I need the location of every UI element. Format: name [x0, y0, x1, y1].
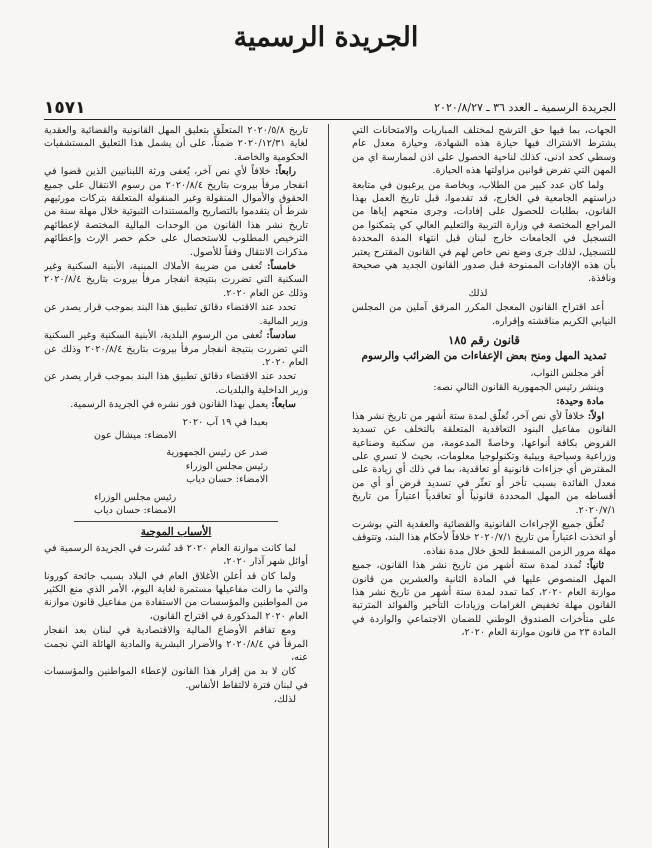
header-divider [44, 119, 616, 120]
reasons-paragraph: ولما كان قد أعلن الأغلاق العام في البلاد بسبب جائحة كورونا والتي ما زالت مفاعيلها مستمرة لغاية اليوم، الأمر الذي منع الكثير من المواطنين والمؤسسات من الاستفادة من مفاعيل قانون موازنة العام ٢٠٢٠ المذكورة في اقتراح القانون، [44, 570, 308, 622]
reasons-heading: الأسباب الموجبة [140, 526, 212, 539]
pm-title-2: رئيس مجلس الوزراء [94, 491, 177, 503]
pm-block-2 [44, 491, 308, 518]
page-number: ١٥٧١ [44, 98, 86, 118]
pm-signature: الامضاء: حسان دياب [186, 474, 268, 486]
clause-text: تُعفى من الرسوم البلدية، الأبنية السكنية وغير السكنية التي تضررت بنتيجة انفجار مرفأ بيروت بتاريخ ٢٠٢٠/٨/٤ وذلك عن العام ٢٠٢٠. [44, 330, 308, 368]
newspaper-masthead: الجريدة الرسمية [233, 22, 419, 53]
clause-label: خامساً: [266, 261, 296, 273]
clause-text: يعمل بهذا القانون فور نشره في الجريدة الرسمية. [70, 399, 269, 411]
clause-sixth [44, 329, 308, 369]
paragraph: تحدد عند الاقتضاء دقائق تطبيق هذا البند بموجب قرار يصدر عن وزير المالية. [44, 302, 308, 327]
signature-block [44, 416, 308, 443]
left-column [44, 124, 308, 848]
clause-label: ثانياً: [586, 560, 604, 572]
paragraph: تحدد عند الاقتضاء دقائق تطبيق هذا البند بموجب قرار يصدر عن وزير الداخلية والبلديات. [44, 371, 308, 396]
paragraph: تُعلّق جميع الإجراءات القانونية والقضائية والعقدية التي بوشرت أو اتخذت اعتباراً من تاريخ ٢٠٢٠/٧/١ خلافاً لأحكام هذا البند، وتتوقف مهلة مرور الزمن المسقط للحق خلال مدة نفاذه. [352, 518, 616, 557]
promulgation-line: وينشر رئيس الجمهورية القانون التالي نصه: [433, 381, 604, 393]
single-article-heading: مادة وحيدة: [556, 396, 604, 408]
reasons-paragraph: كان لا بد من إقرار هذا القانون لإعطاء المواطنين والمؤسسات في لبنان فترة لالتقاط الأنفاس. [44, 666, 308, 691]
clause-text: خلافاً لأي نص آخر، تُعلّق لمدة ستة أشهر من تاريخ نشر هذا القانون مفاعيل البنود التعاقدية المتعلقة بالتخلف عن تسديد القروض بكافة أنواعها، وخاصةً المدعومة، من سكنية وصناعية وزراعية وسياحية وبيئية وتكنولوجيا معلومات، بحيث لا تسري على المقترض أي جزاءات قانونية أو تعاقدية، بما في ذلك أي زيادة على معدل الفائدة بسبب تأخر أو تعثّر في تسديد قرض أو أي من أقساطه من المهل المحددة قانونياً أو تعاقدياً اعتباراً من تاريخ ٢٠٢٠/٧/١. [352, 410, 616, 516]
clause-text: خلافاً لأي نص آخر، يُعفى ورثة اللبنانيين الذين قضوا في انفجار مرفأ بيروت بتاريخ ٢٠٢٠/٨/٤ من رسوم الانتقال على جميع الحقوق والأموال المنقولة وغير المنقولة المتعلقة بتركات مورثيهم شرط أن يتقدموا بالتصاريح والمستندات الثبوتية خلال مهلة سنة من تاريخ نشر هذا القانون من الوحدات المالية المختصة لإعطائهم الترخيص المطلوب للاستحصال على حكم حصر الإرث وإعطائهم مذكرات الانتقال وفقاً للأصول. [44, 166, 308, 258]
pm-signature-2: الامضاء: حسان دياب [94, 504, 176, 516]
reasons-paragraph: لما كانت موازنة العام ٢٠٢٠ قد نُشرت في الجريدة الرسمية في أوائل شهر آذار ٢٠٢٠، [44, 542, 308, 568]
clause-second [352, 559, 616, 639]
paragraph: الجهات، بما فيها حق الترشح لمختلف المباريات والامتحانات التي يشترط الاشتراك فيها حيازة هذه الشهادة، وحيازة معدل عام وسطي كحد ادنى، كذلك لناحية الحصول على اذن لممارسة اي من المهن التي تفرض قوانين مزاولتها هذه الحيازة. [352, 125, 616, 177]
right-column [352, 124, 616, 848]
page-header [44, 98, 616, 118]
clause-label: سادساً: [266, 330, 296, 342]
pm-title: رئيس مجلس الوزراء [185, 460, 268, 472]
reasons-divider [74, 521, 278, 522]
therefore-line: لذلك، [273, 694, 296, 706]
therefore-line: لذلك [468, 287, 488, 299]
clause-fifth [44, 260, 308, 300]
clause-first [352, 410, 616, 517]
clause-seventh [44, 398, 308, 411]
president-signature: الامضاء: ميشال عون [94, 429, 177, 441]
clause-label: رابعاً: [274, 166, 296, 178]
clause-text: تُعفى من ضريبة الأملاك المبنية، الأبنية السكنية وغير السكنية التي تضررت بنتيجة انفجار مرفأ بيروت بتاريخ ٢٠٢٠/٨/٤ وذلك عن العام ٢٠٢٠. [44, 261, 308, 299]
issued-by: صدر عن رئيس الجمهورية [166, 447, 268, 459]
issuer-block [44, 446, 308, 486]
paragraph: تاريخ ٢٠٢٠/٥/٨ المتعلّق بتعليق المهل القانونية والقضائية والعقدية لغاية ٢٠٢٠/١٢/٣١ ضمناً، على أن يشمل هذا التعليق المستشفيات الحكومية والخاصة. [44, 125, 308, 163]
paragraph: ولما كان عدد كبير من الطلاب، وبخاصة من يرغبون في متابعة دراستهم الجامعية في الخارج، قد تقدموا، قبل تاريخ العمل بهذا القانون، بطلبات للحصول على إفادات، وجرى منحهم إياها من المراجع المختصة في وزارة التربية والتعليم العالي كي يتمكنوا من التسجيل في الجامعات خارج لبنان قبل انتهاء المدة المحددة للتسجيل، لذلك جرى وضع نص خاص لهم في القانون المقترح يعتبر بأن هذه الإفادات الممنوحة قبل صدور القانون الجديد هي صحيحة ونافذة. [352, 179, 616, 285]
approval-line: أقر مجلس النواب، [530, 367, 604, 379]
law-subtitle: تمديد المهل ومنح بعض الإعفاءات من الضرائب والرسوم [361, 349, 607, 362]
reasons-paragraph: ومع تفاقم الأوضاع المالية والاقتصادية في لبنان بعد انفجار المرفأ في ٢٠٢٠/٨/٤ والأضرار البشرية والمادية الهائلة التي نجمت عنه، [44, 625, 308, 664]
proposal-paragraph: أعد اقتراح القانون المعجل المكرر المرفق آملين من المجلس النيابي الكريم مناقشته وإقراره. [352, 302, 616, 327]
signature-date: بعبدا في ١٩ آب ٢٠٢٠ [182, 416, 268, 428]
clause-label: اولاً: [587, 410, 604, 422]
clause-text: تُمدد لمدة ستة أشهر من تاريخ نشر هذا القانون، جميع المهل المنصوص عليها في المادة الثانية والعشرين من قانون موازنة العام ٢٠٢٠، كما تمدد لمدة ستة أشهر من تاريخ نشر هذا القانون مهلة تخفيض الغرامات وزيادات التأخير والفوائد المترتبة على متأخرات الصندوق الوطني للضمان الاجتماعي والواردة في المادة ٢٣ من قانون موازنة العام ٢٠٢٠، [352, 560, 616, 639]
clause-fourth [44, 165, 308, 259]
law-title: قانون رقم ١٨٥ [448, 333, 520, 348]
column-divider [328, 124, 329, 848]
issue-info: الجريدة الرسمية ـ العدد ٣٦ ـ ٢٠٢٠/٨/٢٧ [434, 101, 616, 114]
clause-label: سابعاً: [271, 399, 296, 411]
